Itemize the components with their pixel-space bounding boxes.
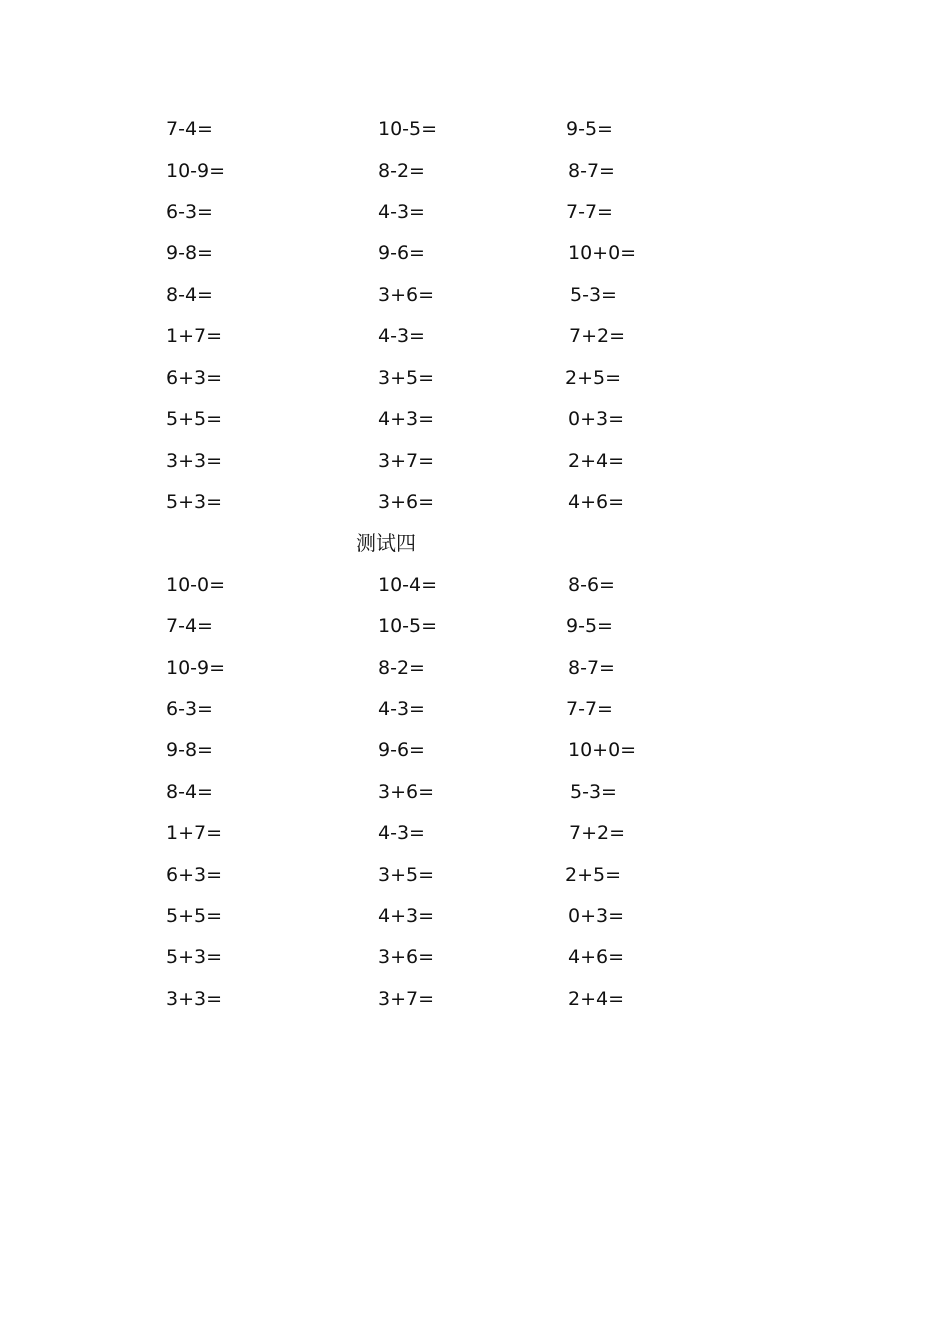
problem: 8-7= [568, 160, 615, 182]
problem: 5-3= [570, 284, 617, 306]
problem: 10-0= [166, 574, 226, 596]
problem: 3+7= [378, 988, 435, 1010]
problem: 9-5= [566, 615, 613, 637]
problem: 3+5= [378, 367, 435, 389]
problem: 3+5= [378, 864, 435, 886]
problem: 4-3= [378, 325, 425, 347]
problem-row [0, 405, 950, 433]
problem: 6-3= [166, 201, 213, 223]
problem-row [0, 654, 950, 682]
problem: 9-5= [566, 118, 613, 140]
section-title: 测试四 [356, 531, 416, 555]
problem-row [0, 861, 950, 889]
problem: 2+4= [568, 450, 625, 472]
problem: 8-7= [568, 657, 615, 679]
problem: 7+2= [569, 325, 626, 347]
problem: 8-4= [166, 284, 213, 306]
problem: 10-5= [378, 615, 438, 637]
problem-row [0, 695, 950, 723]
problem-row [0, 364, 950, 392]
problem: 10+0= [568, 242, 637, 264]
problem: 1+7= [166, 325, 223, 347]
problem: 4-3= [378, 698, 425, 720]
problem: 5+3= [166, 491, 223, 513]
problem-row [0, 902, 950, 930]
problem-row [0, 157, 950, 185]
problem: 5+5= [166, 408, 223, 430]
problem: 6+3= [166, 367, 223, 389]
problem: 0+3= [568, 905, 625, 927]
problem-row [0, 239, 950, 267]
problem: 10+0= [568, 739, 637, 761]
problem: 3+6= [378, 284, 435, 306]
problem: 9-8= [166, 739, 213, 761]
problem: 4+6= [568, 946, 625, 968]
problem: 10-4= [378, 574, 438, 596]
problem: 1+7= [166, 822, 223, 844]
problem: 9-6= [378, 242, 425, 264]
problem: 3+6= [378, 781, 435, 803]
problem: 3+3= [166, 988, 223, 1010]
problem: 4-3= [378, 822, 425, 844]
problem-row [0, 198, 950, 226]
problem: 6-3= [166, 698, 213, 720]
problem-row [0, 281, 950, 309]
problem: 10-9= [166, 657, 226, 679]
problem: 5-3= [570, 781, 617, 803]
problem: 8-6= [568, 574, 615, 596]
problem: 4+3= [378, 905, 435, 927]
problem: 5+3= [166, 946, 223, 968]
problem-row [0, 778, 950, 806]
problem-row [0, 612, 950, 640]
problem-row [0, 322, 950, 350]
problem-row [0, 488, 950, 516]
problem: 8-2= [378, 160, 425, 182]
problem-row [0, 819, 950, 847]
problem: 10-5= [378, 118, 438, 140]
problem: 5+5= [166, 905, 223, 927]
problem-row [0, 447, 950, 475]
problem: 3+3= [166, 450, 223, 472]
problem: 2+5= [565, 367, 622, 389]
problem: 8-2= [378, 657, 425, 679]
problem-row [0, 571, 950, 599]
problem: 2+4= [568, 988, 625, 1010]
problem: 8-4= [166, 781, 213, 803]
problem: 7+2= [569, 822, 626, 844]
problem-row [0, 943, 950, 971]
problem: 3+6= [378, 946, 435, 968]
problem: 9-6= [378, 739, 425, 761]
problem: 4+3= [378, 408, 435, 430]
problem: 3+7= [378, 450, 435, 472]
problem: 7-4= [166, 615, 213, 637]
problem: 3+6= [378, 491, 435, 513]
problem: 2+5= [565, 864, 622, 886]
problem: 7-4= [166, 118, 213, 140]
problem: 9-8= [166, 242, 213, 264]
problem-row [0, 736, 950, 764]
problem: 7-7= [566, 698, 613, 720]
problem: 4-3= [378, 201, 425, 223]
problem: 4+6= [568, 491, 625, 513]
problem: 6+3= [166, 864, 223, 886]
problem: 7-7= [566, 201, 613, 223]
problem: 0+3= [568, 408, 625, 430]
problem-row [0, 985, 950, 1013]
problem: 10-9= [166, 160, 226, 182]
problem-row [0, 115, 950, 143]
